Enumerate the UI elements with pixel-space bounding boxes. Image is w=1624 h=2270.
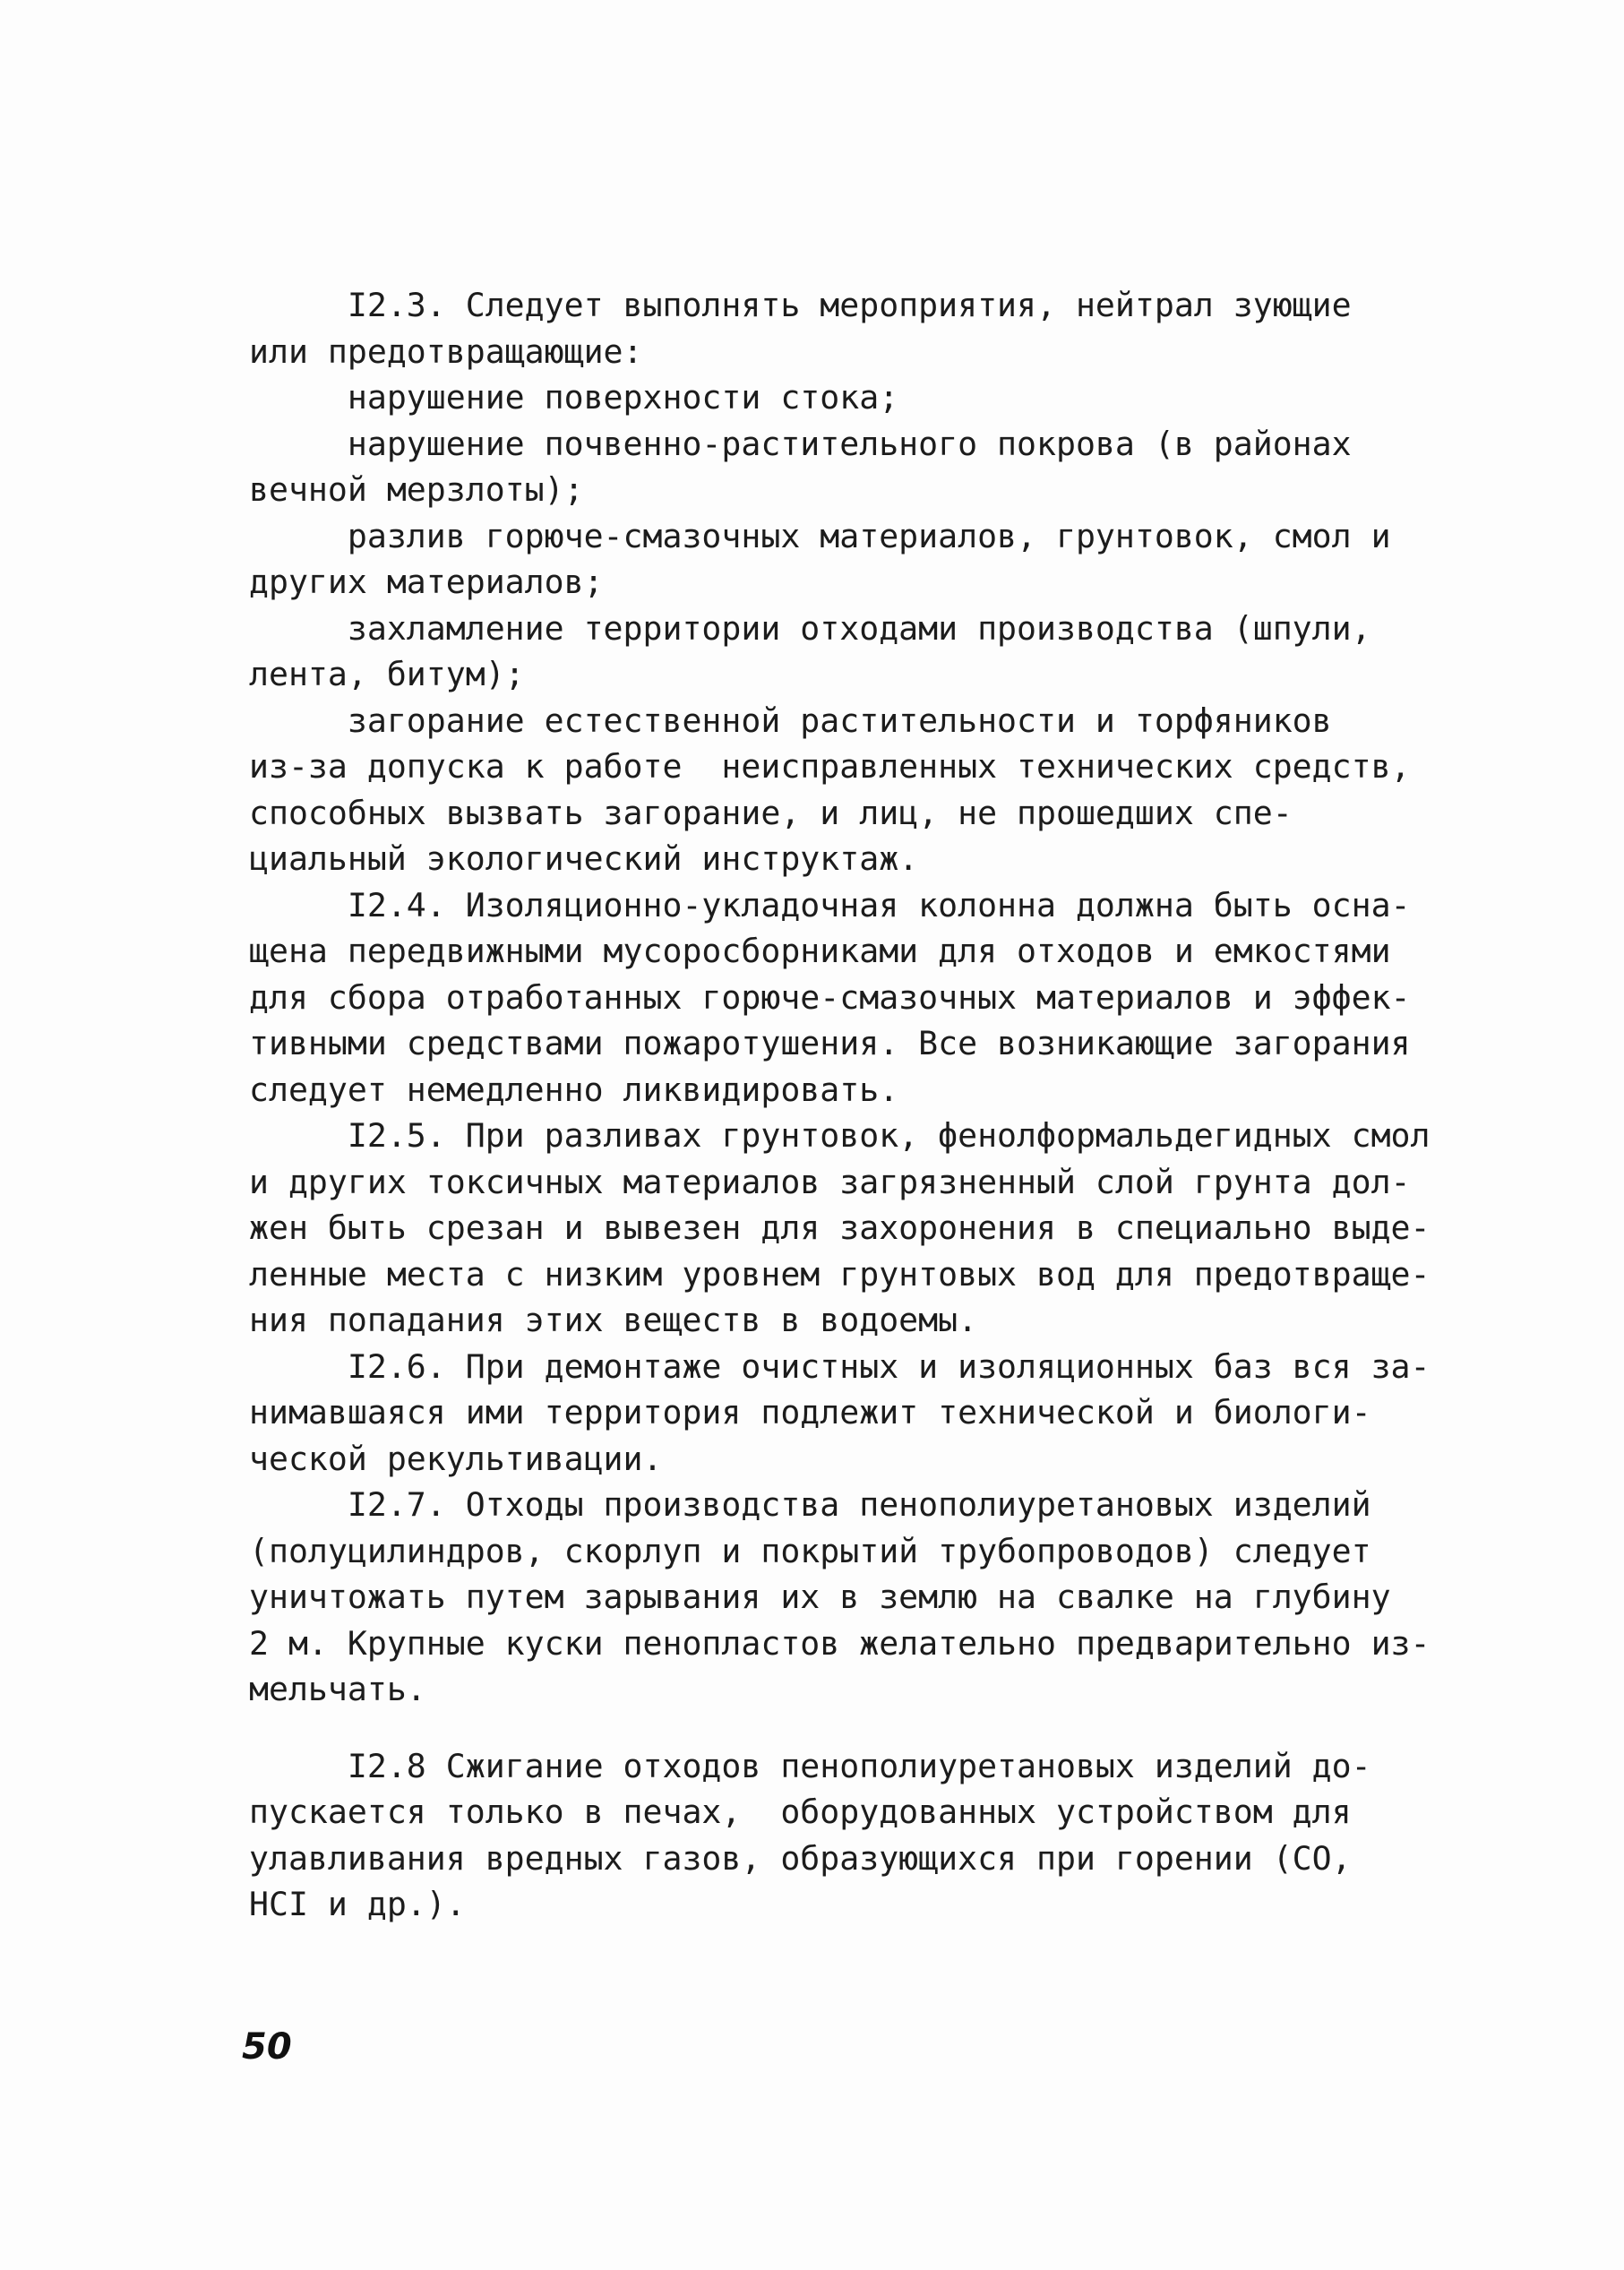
text-line: улавливания вредных газов, образующихся при горении (СО,	[249, 1838, 1352, 1878]
text-line: мельчать.	[249, 1670, 426, 1708]
text-line: ния попадания этих веществ в водоемы.	[249, 1301, 978, 1339]
body-text	[249, 282, 1431, 1928]
text-line: тивными средствами пожаротушения. Все возникающие загорания	[249, 1024, 1411, 1062]
text-line: I2.8 Сжигание отходов пенополиуретановых изделий до-	[249, 1746, 1371, 1785]
text-line: (полуцилиндров, скорлуп и покрытий трубопроводов) следует	[249, 1531, 1371, 1570]
text-line: ческой рекультивации.	[249, 1439, 663, 1478]
text-line: нимавшаяся ими территория подлежит технической и биологи-	[249, 1393, 1371, 1432]
text-line: захламление территории отходами производства (шпули,	[249, 608, 1371, 648]
text-line: способных вызвать загорание, и лиц, не прошедших спе-	[249, 793, 1293, 832]
text-line: разлив горюче-смазочных материалов, грунтовок, смол и	[249, 516, 1391, 555]
page-number: 50	[242, 2026, 292, 2068]
text-line: циальный экологический инструктаж.	[249, 839, 919, 878]
text-line: щена передвижными мусоросборниками для отходов и емкостями	[249, 932, 1391, 970]
text-line: и других токсичных материалов загрязненный слой грунта дол-	[249, 1162, 1411, 1201]
text-line: для сбора отработанных горюче-смазочных материалов и эффек-	[249, 977, 1411, 1017]
paragraph-gap	[249, 1713, 1387, 1743]
text-line: 2 м. Крупные куски пенопластов желательно предварительно из-	[249, 1623, 1431, 1663]
text-line: жен быть срезан и вывезен для захоронения в специально выде-	[249, 1208, 1431, 1247]
text-line: нарушение почвенно-растительного покрова (в районах	[249, 424, 1352, 463]
text-line: I2.7. Отходы производства пенополиуретановых изделий	[249, 1485, 1371, 1524]
text-line: вечной мерзлоты);	[249, 470, 584, 509]
text-line: или предотвращающие:	[249, 331, 643, 371]
text-line: нарушение поверхности стока;	[249, 378, 899, 417]
text-line: пускается только в печах, оборудованных устройством для	[249, 1793, 1352, 1831]
text-line: других материалов;	[249, 563, 604, 601]
text-line: I2.3. Следует выполнять мероприятия, нейтрал зующие	[249, 286, 1352, 324]
text-line: I2.6. При демонтаже очистных и изоляционных баз вся за-	[249, 1346, 1431, 1386]
text-line: загорание естественной растительности и торфяников	[249, 701, 1332, 740]
text-line: лента, битум);	[249, 655, 525, 693]
text-line: из-за допуска к работе неисправленных технических средств,	[249, 747, 1411, 786]
text-line: I2.4. Изоляционно-укладочная колонна должна быть осна-	[249, 885, 1411, 924]
text-line: НСI и др.).	[249, 1885, 466, 1923]
text-line: I2.5. При разливах грунтовок, фенолформальдегидных смол	[249, 1116, 1431, 1155]
text-line: ленные места с низким уровнем грунтовых вод для предотвраще-	[249, 1254, 1431, 1294]
text-line: уничтожать путем зарывания их в землю на свалке на глубину	[249, 1578, 1391, 1616]
text-line: следует немедленно ликвидировать.	[249, 1070, 899, 1109]
